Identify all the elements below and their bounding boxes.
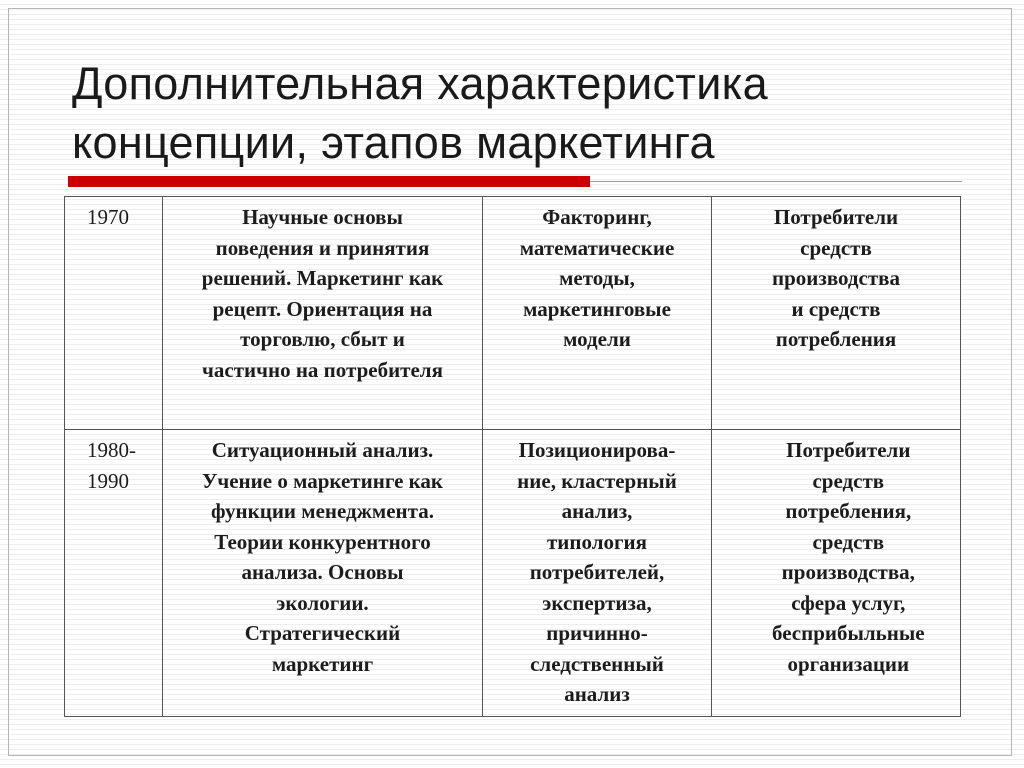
target-cell-text xyxy=(772,435,925,679)
cell-text-line: торговлю, сбыт и xyxy=(240,327,405,351)
cell-text-line: организации xyxy=(787,651,910,676)
year-cell xyxy=(65,197,163,430)
cell-text-line: частично на потребителя xyxy=(202,357,443,382)
cell-text-line: поведения и принятия xyxy=(215,235,430,260)
cell-text-line: методы, xyxy=(559,266,635,290)
cell-text-line: экологии. xyxy=(276,590,369,615)
cell-text-line: типология xyxy=(546,529,648,554)
cell-text-line: Научные основы xyxy=(242,205,403,229)
cell-text-line: сфера услуг, xyxy=(791,590,906,615)
cell-text-line: средств xyxy=(812,468,885,493)
cell-text-line: экспертиза, xyxy=(542,590,652,615)
cell-text-line: средств xyxy=(800,235,872,260)
table-row xyxy=(65,197,961,430)
cell-text-line: Стратегический xyxy=(244,621,401,645)
cell-text-line: анализа. Основы xyxy=(241,560,404,584)
cell-text-line: потребления xyxy=(775,327,897,351)
title-accent-bar xyxy=(68,176,590,187)
title-underline xyxy=(590,181,962,182)
cell-text-line: 1990 xyxy=(87,468,129,493)
cell-text-line: анализ, xyxy=(561,499,633,523)
cell-text-line: следственный xyxy=(530,651,664,676)
cell-text-line: маркетинговые xyxy=(523,296,671,321)
methods-cell xyxy=(483,197,712,430)
cell-text-line: Потребители xyxy=(786,438,911,462)
cell-text-line: средств xyxy=(812,529,885,554)
title-line-2: концепции, этапов маркетинга xyxy=(72,117,715,168)
concept-cell xyxy=(163,197,483,430)
cell-text-line: 1970 xyxy=(87,205,129,229)
cell-text-line: рецепт. Ориентация на xyxy=(212,296,433,321)
marketing-stages-table xyxy=(64,196,961,717)
cell-text-line: производства xyxy=(772,266,901,290)
year-cell xyxy=(65,430,163,717)
cell-text-line: Позиционирова- xyxy=(518,438,676,462)
cell-text-line: функции менеджмента. xyxy=(211,499,434,523)
target-cell xyxy=(712,197,961,430)
cell-text-line: Факторинг, xyxy=(542,205,652,229)
cell-text-line: производства, xyxy=(781,560,915,584)
target-cell-text xyxy=(772,202,900,355)
cell-text-line: ние, кластерный xyxy=(517,468,677,493)
cell-text-line: маркетинг xyxy=(271,651,374,676)
cell-text-line: причинно- xyxy=(546,621,648,645)
target-cell xyxy=(712,430,961,717)
cell-text-line: Ситуационный анализ. xyxy=(211,438,434,462)
cell-text-line: Теории конкурентного xyxy=(214,529,431,554)
cell-text-line: решений. Маркетинг как xyxy=(201,266,444,290)
cell-text-line: и средств xyxy=(791,296,881,321)
methods-cell xyxy=(483,430,712,717)
cell-text-line: 1980- xyxy=(87,438,136,462)
cell-text-line: Учение о маркетинге как xyxy=(201,468,444,493)
cell-text-line: бесприбыльные xyxy=(772,621,925,645)
cell-text-line: модели xyxy=(563,327,631,351)
cell-text-line: Потребители xyxy=(773,205,899,229)
table-row xyxy=(65,430,961,717)
cell-text-line: потребителей, xyxy=(529,560,665,584)
slide-title xyxy=(72,54,972,172)
cell-text-line: потребления, xyxy=(785,499,912,523)
title-line-1: Дополнительная характеристика xyxy=(72,58,768,109)
cell-text-line: анализ xyxy=(564,682,630,706)
cell-text-line: математические xyxy=(519,235,675,260)
concept-cell xyxy=(163,430,483,717)
